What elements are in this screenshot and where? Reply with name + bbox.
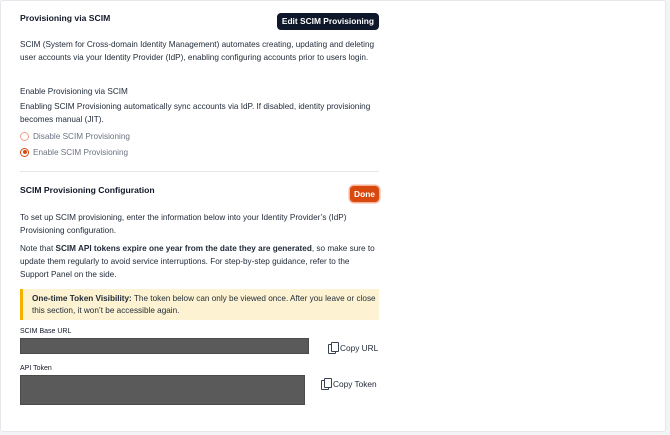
api-token-label: API Token xyxy=(20,365,52,372)
radio-enable-scim[interactable] xyxy=(20,146,128,158)
enable-provisioning-heading: Enable Provisioning via SCIM xyxy=(20,87,128,96)
note-suffix: , so make sure to update them regularly to avoid service interruptions. For step-by-step guidance, refer to the Support Panel on the side. xyxy=(20,244,375,280)
radio-label-disable: Disable SCIM Provisioning xyxy=(33,131,130,141)
provisioning-title: Provisioning via SCIM xyxy=(20,13,111,23)
copy-token-button[interactable] xyxy=(321,378,377,389)
token-visibility-alert xyxy=(20,289,379,320)
radio-circle-unchecked[interactable] xyxy=(20,132,29,141)
copy-token-label: Copy Token xyxy=(333,378,377,389)
api-token-field[interactable] xyxy=(20,375,305,405)
alert-title: One-time Token Visibility: xyxy=(32,294,132,303)
radio-circle-checked[interactable] xyxy=(20,148,29,157)
section-divider xyxy=(20,171,379,172)
configuration-note xyxy=(20,242,379,282)
note-prefix: Note that xyxy=(20,244,56,253)
note-bold: SCIM API tokens expire one year from the date they are generated xyxy=(55,244,312,253)
alert-text: The token below can only be viewed once. After you leave or close this section, it won’t be accessible again. xyxy=(32,294,376,315)
radio-disable-scim[interactable] xyxy=(20,130,130,142)
copy-icon xyxy=(328,342,338,353)
scim-base-url-field[interactable] xyxy=(20,338,309,354)
done-button[interactable]: Done xyxy=(350,186,379,202)
copy-url-button[interactable] xyxy=(328,342,378,353)
edit-scim-provisioning-button[interactable]: Edit SCIM Provisioning xyxy=(277,13,379,30)
configuration-intro: To set up SCIM provisioning, enter the information below into your Identity Provider’s (IdP) Provisioning configuration. xyxy=(20,213,347,236)
provisioning-description: SCIM (System for Cross-domain Identity Management) automates creating, updating and deleting user accounts via your Identity Provider (IdP), enabling configuring accounts prior to users login. xyxy=(20,40,375,63)
copy-icon xyxy=(321,378,331,389)
configuration-title: SCIM Provisioning Configuration xyxy=(20,185,155,195)
copy-url-label: Copy URL xyxy=(340,342,379,353)
enable-provisioning-description: Enabling SCIM Provisioning automatically sync accounts via IdP. If disabled, identity provisioning becomes manual (JIT). xyxy=(20,102,371,125)
scim-base-url-label: SCIM Base URL xyxy=(20,328,72,335)
radio-label-enable: Enable SCIM Provisioning xyxy=(33,147,129,157)
